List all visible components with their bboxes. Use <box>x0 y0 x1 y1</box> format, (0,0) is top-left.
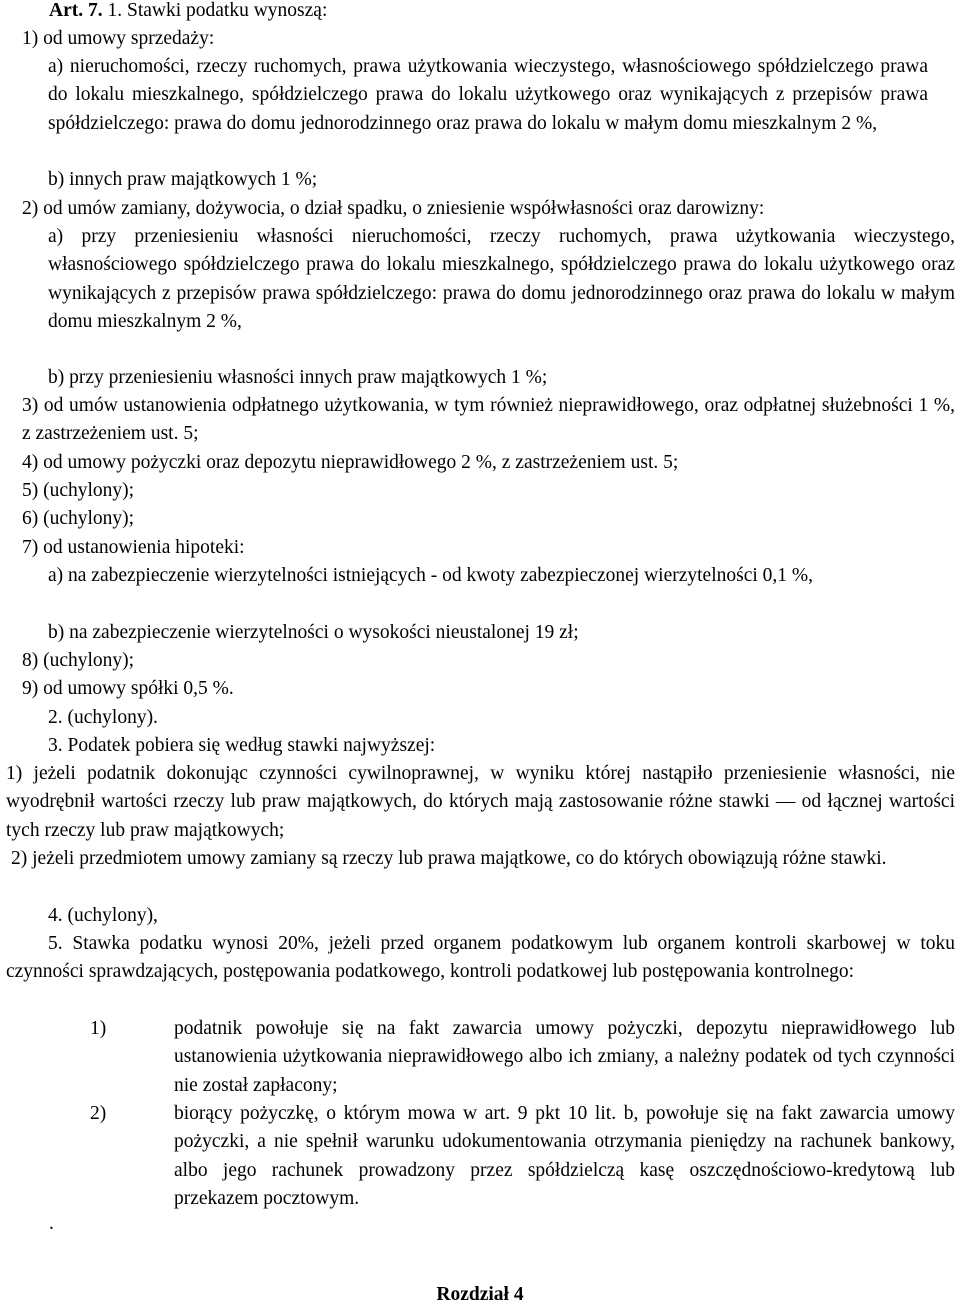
point-2-intro: 2) od umów zamiany, dożywocia, o dział spadku, o zniesienie współwłasności oraz darowizny: <box>22 198 765 219</box>
point-2b: b) przy przeniesieniu własności innych praw majątkowych 1 %; <box>48 367 548 388</box>
section-5-intro-text: 5. Stawka podatku wynosi 20%, jeżeli przed organem podatkowym lub organem kontroli skarbowej w toku czynności sprawdzających, postępowania podatkowego, kontroli podatkowej lub postępowania kontrolnego: <box>6 933 955 983</box>
point-7a-text: a) na zabezpieczenie wierzytelności istniejących - od kwoty zabezpieczonej wierzytelności 0,1 %, <box>48 565 814 586</box>
point-5: 5) (uchylony); <box>22 480 135 501</box>
point-8: 8) (uchylony); <box>22 650 135 671</box>
point-6: 6) (uchylony); <box>22 508 135 529</box>
stray-dot: . <box>49 1213 54 1234</box>
article-label: Art. 7. <box>49 0 103 21</box>
section-5-point-2-number: 2) <box>90 1103 107 1124</box>
point-7-intro: 7) od ustanowienia hipoteki: <box>22 537 245 558</box>
section-3-point-1-text: 1) jeżeli podatnik dokonując czynności cywilnoprawnej, w wyniku której nastąpiło przeniesienie własności, nie wyodrębnił wartości rzeczy lub praw majątkowych, do których mają zastosowanie różne stawki — od łącznej wartości tych rzeczy lub praw majątkowych; <box>6 763 955 841</box>
section-1-intro: 1. Stawki podatku wynoszą: <box>107 0 328 21</box>
article-heading <box>49 0 327 25</box>
section-5-point-2-text: biorący pożyczkę, o którym mowa w art. 9 pkt 10 lit. b, powołuje się na fakt zawarcia umowy pożyczki, a nie spełnił warunku udokumentowania otrzymania pieniędzy na rachunek bankowy, albo jego rachunek prowadzony przez spółdzielczą kasę oszczędnościowo-kredytową lub przekazem pocztowym. <box>174 1103 955 1209</box>
point-1a-text: a) nieruchomości, rzeczy ruchomych, prawa użytkowania wieczystego, własnościowego spółdzielczego prawa do lokalu mieszkalnego, spółdzielczego prawa do lokalu użytkowego oraz wynikających z przepisów prawa spółdzielczego: prawa do domu jednorodzinnego oraz prawa do lokalu w małym domu mieszkalnym 2 %, <box>48 56 928 134</box>
section-2: 2. (uchylony). <box>48 707 158 728</box>
chapter-heading: Rozdział 4 <box>436 1284 524 1305</box>
section-5-point-1-number: 1) <box>90 1018 107 1039</box>
point-7b: b) na zabezpieczenie wierzytelności o wysokości nieustalonej 19 zł; <box>48 622 579 643</box>
point-4: 4) od umowy pożyczki oraz depozytu nieprawidłowego 2 %, z zastrzeżeniem ust. 5; <box>22 452 679 473</box>
point-1b: b) innych praw majątkowych 1 %; <box>48 169 318 190</box>
point-1-intro: 1) od umowy sprzedaży: <box>22 28 215 49</box>
point-2a-text: a) przy przeniesieniu własności nieruchomości, rzeczy ruchomych, prawa użytkowania wieczystego, własnościowego spółdzielczego prawa do lokalu mieszkalnego, spółdzielczego prawa do lokalu użytkowego oraz wynikających z przepisów prawa spółdzielczego: prawa do domu jednorodzinnego oraz prawa do lokalu w małym domu mieszkalnym 2 %, <box>48 226 955 332</box>
section-4: 4. (uchylony), <box>48 905 158 926</box>
section-5-point-1-text: podatnik powołuje się na fakt zawarcia umowy pożyczki, depozytu nieprawidłowego lub ustanowienia użytkowania nieprawidłowego albo ich zmiany, a należny podatek od tych czynności nie został zapłacony; <box>174 1018 955 1096</box>
section-3-intro: 3. Podatek pobiera się według stawki najwyższej: <box>48 735 436 756</box>
section-3-point-2-text: 2) jeżeli przedmiotem umowy zamiany są rzeczy lub prawa majątkowe, co do których obowiązują różne stawki. <box>11 848 887 869</box>
point-9: 9) od umowy spółki 0,5 %. <box>22 678 234 699</box>
point-3-text: 3) od umów ustanowienia odpłatnego użytkowania, w tym również nieprawidłowego, oraz odpłatnej służebności 1 %, z zastrzeżeniem ust. 5; <box>22 395 955 445</box>
